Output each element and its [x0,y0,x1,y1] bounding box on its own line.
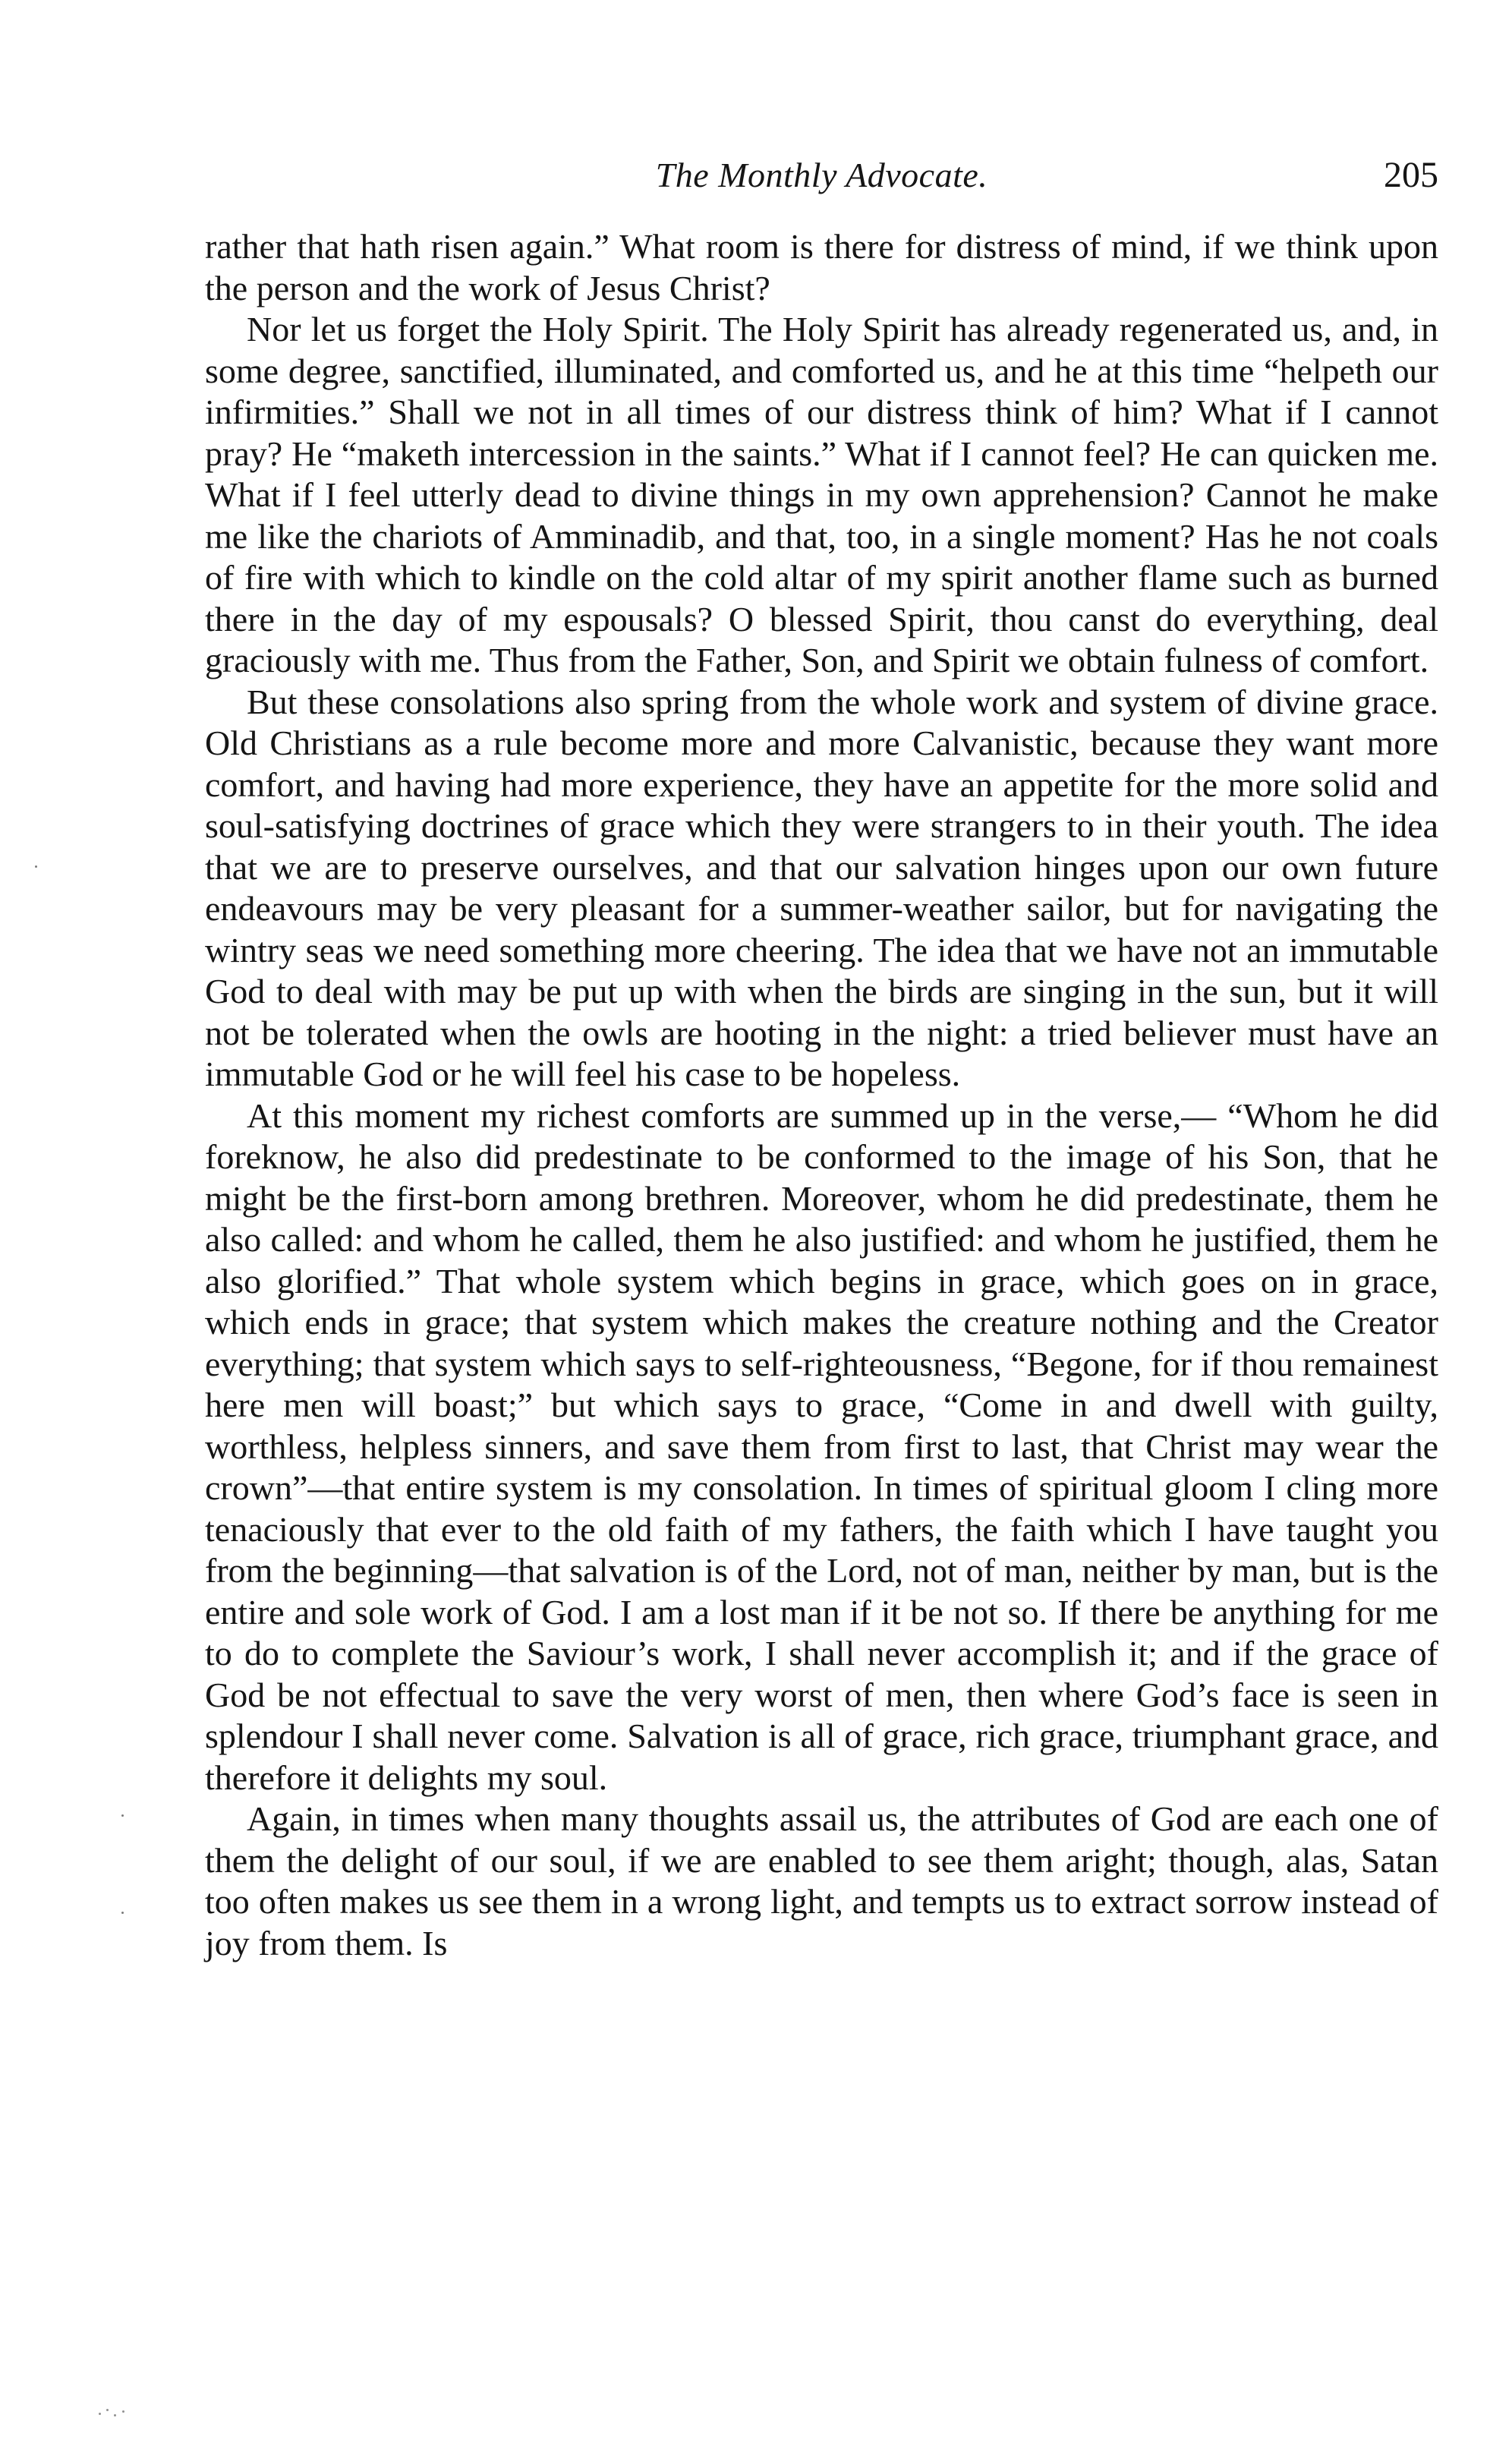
margin-speck [35,865,37,868]
paragraph-attributes-of-god: Again, in times when many thoughts assail us, the attributes of God are each one of them the delight of our soul, if we are enabled to see them aright; though, alas, Satan too often makes us see them in a wrong light, and tempts us to extract sorrow instead of joy from them. Is [205,1799,1438,1962]
margin-speck [121,1912,124,1914]
paragraph-richest-comforts: At this moment my richest comforts are summed up in the verse,— “Whom he did foreknow, he also did predestinate to be conformed to the image of his Son, that he might be the first-born among brethren. Moreover, whom he did predestinate, them he also called: and whom he called, them he also justified: and whom he justified, them he also glorified.” That whole system which begins in grace, which goes on in grace, which ends in grace; that system which makes the creature nothing and the Creator everything; that system which says to self-righteousness, “Begone, for if thou remainest here men will boast;” but which says to grace, “Come in and dwell with guilty, worthless, helpless sinners, and save them from first to last, that Christ may wear the crown”—that entire system is my consolation. In times of spiritual gloom I cling more tenaciously that ever to the old faith of my fathers, the faith which I have taught you from the beginning—that salvation is of the Lord, not of man, neither by man, but is the entire and sole work of God. I am a lost man if it be not so. If there be anything for me to do to complete the Saviour’s work, I shall never accomplish it; and if the grace of God be not effectual to save the very worst of men, then where God’s face is seen in splendour I shall never come. Salvation is all of grace, rich grace, triumphant grace, and therefore it delights my soul. [205,1095,1438,1797]
body-text [205,226,1438,1964]
page-number: 205 [1384,155,1438,195]
paragraph-holy-spirit: Nor let us forget the Holy Spirit. The Holy Spirit has already regenerated us, and, in some degree, sanctified, illuminated, and comforted us, and he at this time “helpeth our infirmities.” Shall we not in all times of our distress think of him? What if I cannot pray? He “maketh intercession in the saints.” What if I cannot feel? He can quicken me. What if I feel utterly dead to divine things in my own apprehension? Cannot he make me like the chariots of Amminadib, and that, too, in a single moment? Has he not coals of fire with which to kindle on the cold altar of my spirit another flame such as burned there in the day of my espousals? O blessed Spirit, thou canst do everything, deal graciously with me. Thus from the Father, Son, and Spirit we obtain fulness of comfort. [205,310,1438,679]
running-head [205,149,1438,202]
paragraph-divine-grace: But these consolations also spring from the whole work and system of divine grace. Old Christians as a rule become more and more Calvanistic, because they want more comfort, and having had more experience, they have an appetite for the more solid and soul-satisfying doctrines of grace which they were strangers to in their youth. The idea that we are to preserve ourselves, and that our salvation hinges upon our own future endeavours may be very pleasant for a summer-weather sailor, but for navigating the wintry seas we need something more cheering. The idea that we have not an immutable God to deal with may be put up with when the birds are singing in the sun, but it will not be tolerated when the owls are hooting in the night: a tried believer must have an immutable God or he will feel his case to be hopeless. [205,682,1438,1093]
paragraph-continued: rather that hath risen again.” What room is there for distress of mind, if we think upon the person and the work of Jesus Christ? [205,227,1438,307]
bottom-margin-smudge [97,2407,128,2417]
margin-speck [121,1814,124,1817]
running-title: The Monthly Advocate. [655,156,988,194]
